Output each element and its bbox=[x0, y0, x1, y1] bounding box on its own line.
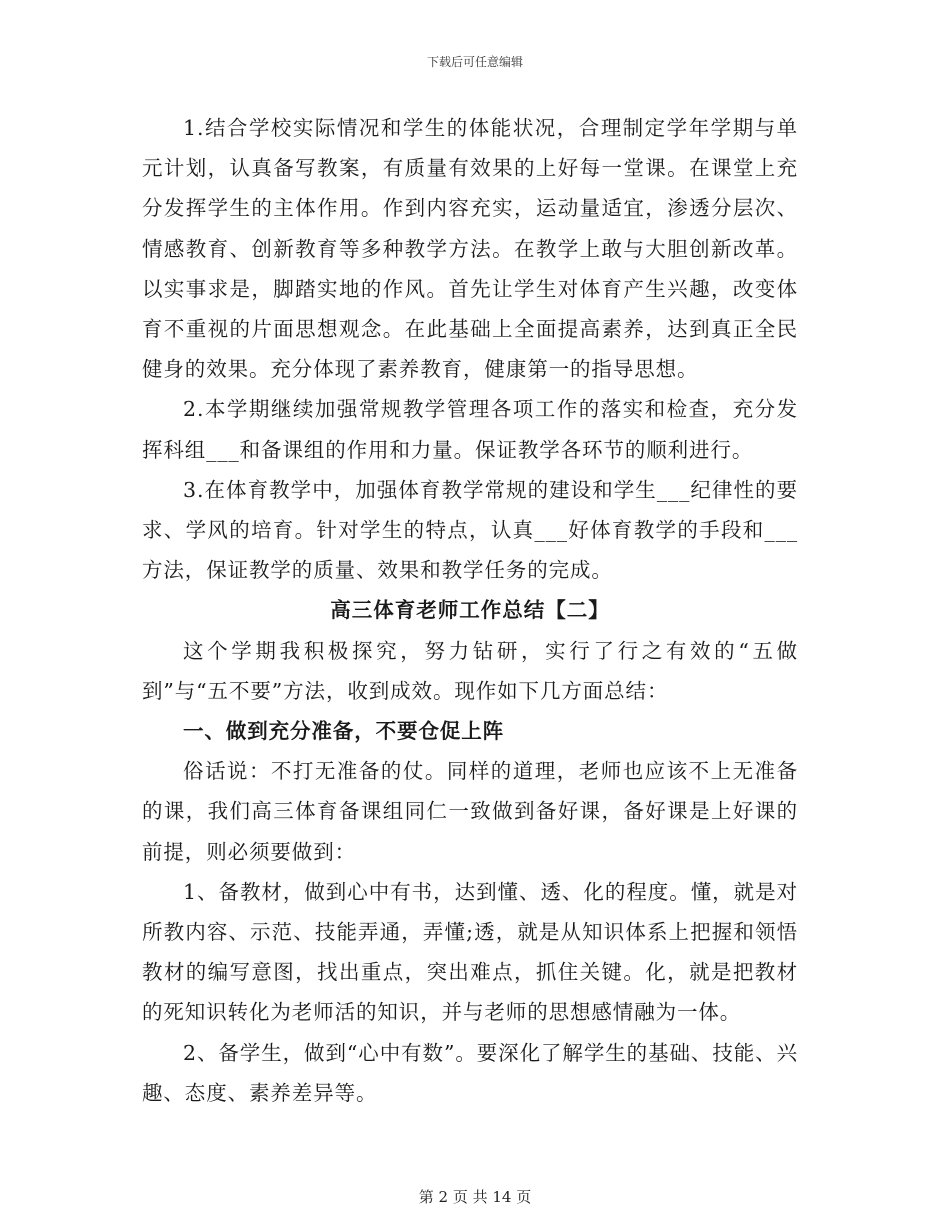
section-title: 高三体育老师工作总结【二】 bbox=[330, 598, 610, 623]
paragraph-6: 2、备学生，做到“心中有数”。要深化了解学生的基础、技能、兴趣、态度、素养差异等。 bbox=[142, 1040, 798, 1105]
paragraph-5: 1、备教材，做到心中有书，达到懂、透、化的程度。懂，就是对所教内容、示范、技能弄通，弄懂;透，就是从知识体系上把握和领悟教材的编写意图，找出重点，突出难点，抓住关键。化，就是把教材的死知识转化为老师活的知识，并与老师的思想感情融为一体。 bbox=[142, 879, 798, 1025]
paragraph-3: 3.在体育教学中，加强体育教学常规的建设和学生___纪律性的要求、学风的培育。针对学生的特点，认真___好体育教学的手段和___方法，保证教学的质量、效果和教学任务的完成。 bbox=[142, 477, 798, 583]
paragraph-4: 俗话说：不打无准备的仗。同样的道理，老师也应该不上无准备的课，我们高三体育备课组同仁一致做到备好课，备好课是上好课的前提，则必须要做到： bbox=[142, 759, 798, 864]
paragraph-1: 1.结合学校实际情况和学生的体能状况，合理制定学年学期与单元计划，认真备写教案，有质量有效果的上好每一堂课。在课堂上充分发挥学生的主体作用。作到内容充实，运动量适宜，渗透分层次、情感教育、创新教育等多种教学方法。在教学上敢与大胆创新改革。以实事求是，脚踏实地的作风。首先让学生对体育产生兴趣，改变体育不重视的片面思想观念。在此基础上全面提高素养，达到真正全民健身的效果。充分体现了素养教育，健康第一的指导思想。 bbox=[142, 116, 798, 382]
intro-paragraph: 这个学期我积极探究，努力钻研，实行了行之有效的“五做到”与“五不要”方法，收到成效。现作如下几方面总结： bbox=[142, 638, 798, 703]
page-footer: 第 2 页 共 14 页 bbox=[418, 1188, 532, 1206]
page-header: 下载后可任意编辑 bbox=[426, 55, 523, 69]
section-heading-1: 一、做到充分准备，不要仓促上阵 bbox=[183, 719, 504, 744]
document-body bbox=[142, 108, 798, 1113]
paragraph-2: 2.本学期继续加强常规教学管理各项工作的落实和检查，充分发挥科组___和备课组的作用和力量。保证教学各环节的顺利进行。 bbox=[142, 397, 798, 462]
